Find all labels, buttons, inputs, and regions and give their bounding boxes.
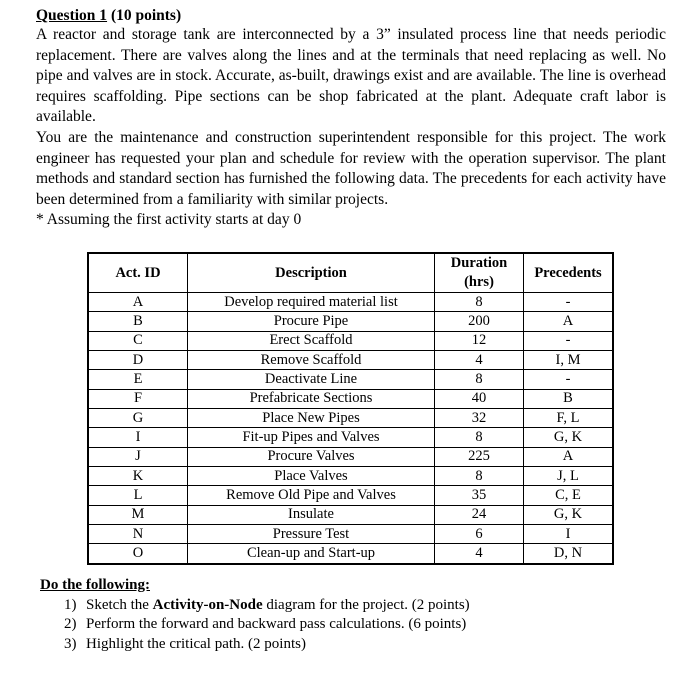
cell-act-id: A: [88, 293, 188, 312]
table-row: [88, 351, 613, 370]
cell-duration: 32: [435, 409, 524, 428]
cell-description: Deactivate Line: [188, 370, 435, 389]
cell-duration: 4: [435, 544, 524, 564]
task-text: Perform the forward and backward pass calculations. (6 points): [86, 616, 467, 632]
task-text: Sketch the: [86, 596, 153, 613]
table-row: [88, 428, 613, 447]
cell-duration: 200: [435, 312, 524, 331]
cell-description: Procure Valves: [188, 447, 435, 466]
task-text-end: diagram for the project. (2 points): [262, 596, 470, 613]
cell-act-id: N: [88, 525, 188, 544]
cell-description: Insulate: [188, 505, 435, 524]
table-row: [88, 370, 613, 389]
header-duration-line2: (hrs): [464, 274, 494, 290]
task-item: [64, 596, 470, 616]
task-item: [64, 635, 470, 655]
cell-act-id: J: [88, 447, 188, 466]
task-list: [40, 596, 470, 655]
paragraph-role: You are the maintenance and construction superintendent responsible for this project. The work engineer has requested your plan and schedule for review with the operation supervisor. The plant methods and standard section has furnished the following data. The precedents for each activity have been determined from a familiarity with similar projects.: [36, 128, 666, 208]
task-emphasis: Activity-on-Node: [152, 596, 263, 613]
paragraph-intro: A reactor and storage tank are interconnected by a 3” insulated process line that needs periodic replacement. There are valves along the lines and at the terminals that need replacing as well. No pipe and valves are in stock. Accurate, as-built, drawings exist and are available. The line is overhead requires scaffolding. Pipe sections can be shop fabricated at the plant. Adequate craft labor is available.: [36, 26, 666, 126]
header-duration: [435, 253, 524, 293]
question-page: [36, 6, 666, 231]
cell-description: Place Valves: [188, 467, 435, 486]
cell-precedents: C, E: [524, 486, 614, 505]
cell-precedents: F, L: [524, 409, 614, 428]
cell-duration: 4: [435, 351, 524, 370]
cell-precedents: -: [524, 370, 614, 389]
table-row: [88, 409, 613, 428]
cell-precedents: G, K: [524, 428, 614, 447]
cell-act-id: E: [88, 370, 188, 389]
cell-precedents: A: [524, 312, 614, 331]
cell-precedents: D, N: [524, 544, 614, 564]
cell-description: Place New Pipes: [188, 409, 435, 428]
table-header-row: [88, 253, 613, 293]
task-item: [64, 615, 470, 635]
paragraph-assumption: * Assuming the first activity starts at day 0: [36, 211, 302, 229]
table-row: [88, 544, 613, 564]
cell-description: Procure Pipe: [188, 312, 435, 331]
activity-table: [87, 252, 614, 565]
cell-precedents: -: [524, 331, 614, 350]
cell-description: Pressure Test: [188, 525, 435, 544]
activity-table-wrapper: [87, 252, 614, 565]
cell-act-id: I: [88, 428, 188, 447]
cell-description: Develop required material list: [188, 293, 435, 312]
table-row: [88, 331, 613, 350]
cell-precedents: G, K: [524, 505, 614, 524]
task-number: 3): [64, 635, 77, 652]
task-number: 2): [64, 616, 77, 632]
task-list-section: [40, 576, 470, 654]
task-heading: Do the following:: [40, 577, 150, 593]
cell-act-id: O: [88, 544, 188, 564]
header-act-id: Act. ID: [88, 253, 188, 293]
cell-duration: 40: [435, 389, 524, 408]
cell-act-id: D: [88, 351, 188, 370]
question-label: Question 1: [36, 7, 108, 24]
cell-act-id: K: [88, 467, 188, 486]
cell-duration: 6: [435, 525, 524, 544]
table-row: [88, 505, 613, 524]
cell-act-id: C: [88, 331, 188, 350]
task-number: 1): [64, 596, 77, 613]
table-row: [88, 467, 613, 486]
table-row: [88, 293, 613, 312]
cell-precedents: -: [524, 293, 614, 312]
cell-precedents: I: [524, 525, 614, 544]
cell-act-id: L: [88, 486, 188, 505]
cell-act-id: F: [88, 389, 188, 408]
cell-precedents: I, M: [524, 351, 614, 370]
cell-duration: 24: [435, 505, 524, 524]
cell-description: Fit-up Pipes and Valves: [188, 428, 435, 447]
table-row: [88, 447, 613, 466]
cell-act-id: M: [88, 505, 188, 524]
cell-description: Remove Scaffold: [188, 351, 435, 370]
cell-act-id: B: [88, 312, 188, 331]
cell-duration: 8: [435, 370, 524, 389]
cell-duration: 8: [435, 293, 524, 312]
cell-duration: 12: [435, 331, 524, 350]
table-row: [88, 486, 613, 505]
header-duration-line1: Duration: [450, 255, 508, 271]
cell-description: Remove Old Pipe and Valves: [188, 486, 435, 505]
cell-precedents: J, L: [524, 467, 614, 486]
header-precedents: Precedents: [524, 253, 614, 293]
question-points: (10 points): [107, 7, 182, 24]
cell-duration: 8: [435, 467, 524, 486]
cell-precedents: A: [524, 447, 614, 466]
cell-act-id: G: [88, 409, 188, 428]
cell-precedents: B: [524, 389, 614, 408]
cell-description: Prefabricate Sections: [188, 389, 435, 408]
cell-description: Clean-up and Start-up: [188, 544, 435, 564]
table-row: [88, 389, 613, 408]
question-title: [36, 6, 666, 25]
cell-description: Erect Scaffold: [188, 331, 435, 350]
cell-duration: 8: [435, 428, 524, 447]
task-text: Highlight the critical path. (2 points): [86, 635, 306, 652]
header-description: Description: [188, 253, 435, 293]
cell-duration: 225: [435, 447, 524, 466]
table-row: [88, 525, 613, 544]
table-body: [88, 293, 613, 564]
table-row: [88, 312, 613, 331]
cell-duration: 35: [435, 486, 524, 505]
